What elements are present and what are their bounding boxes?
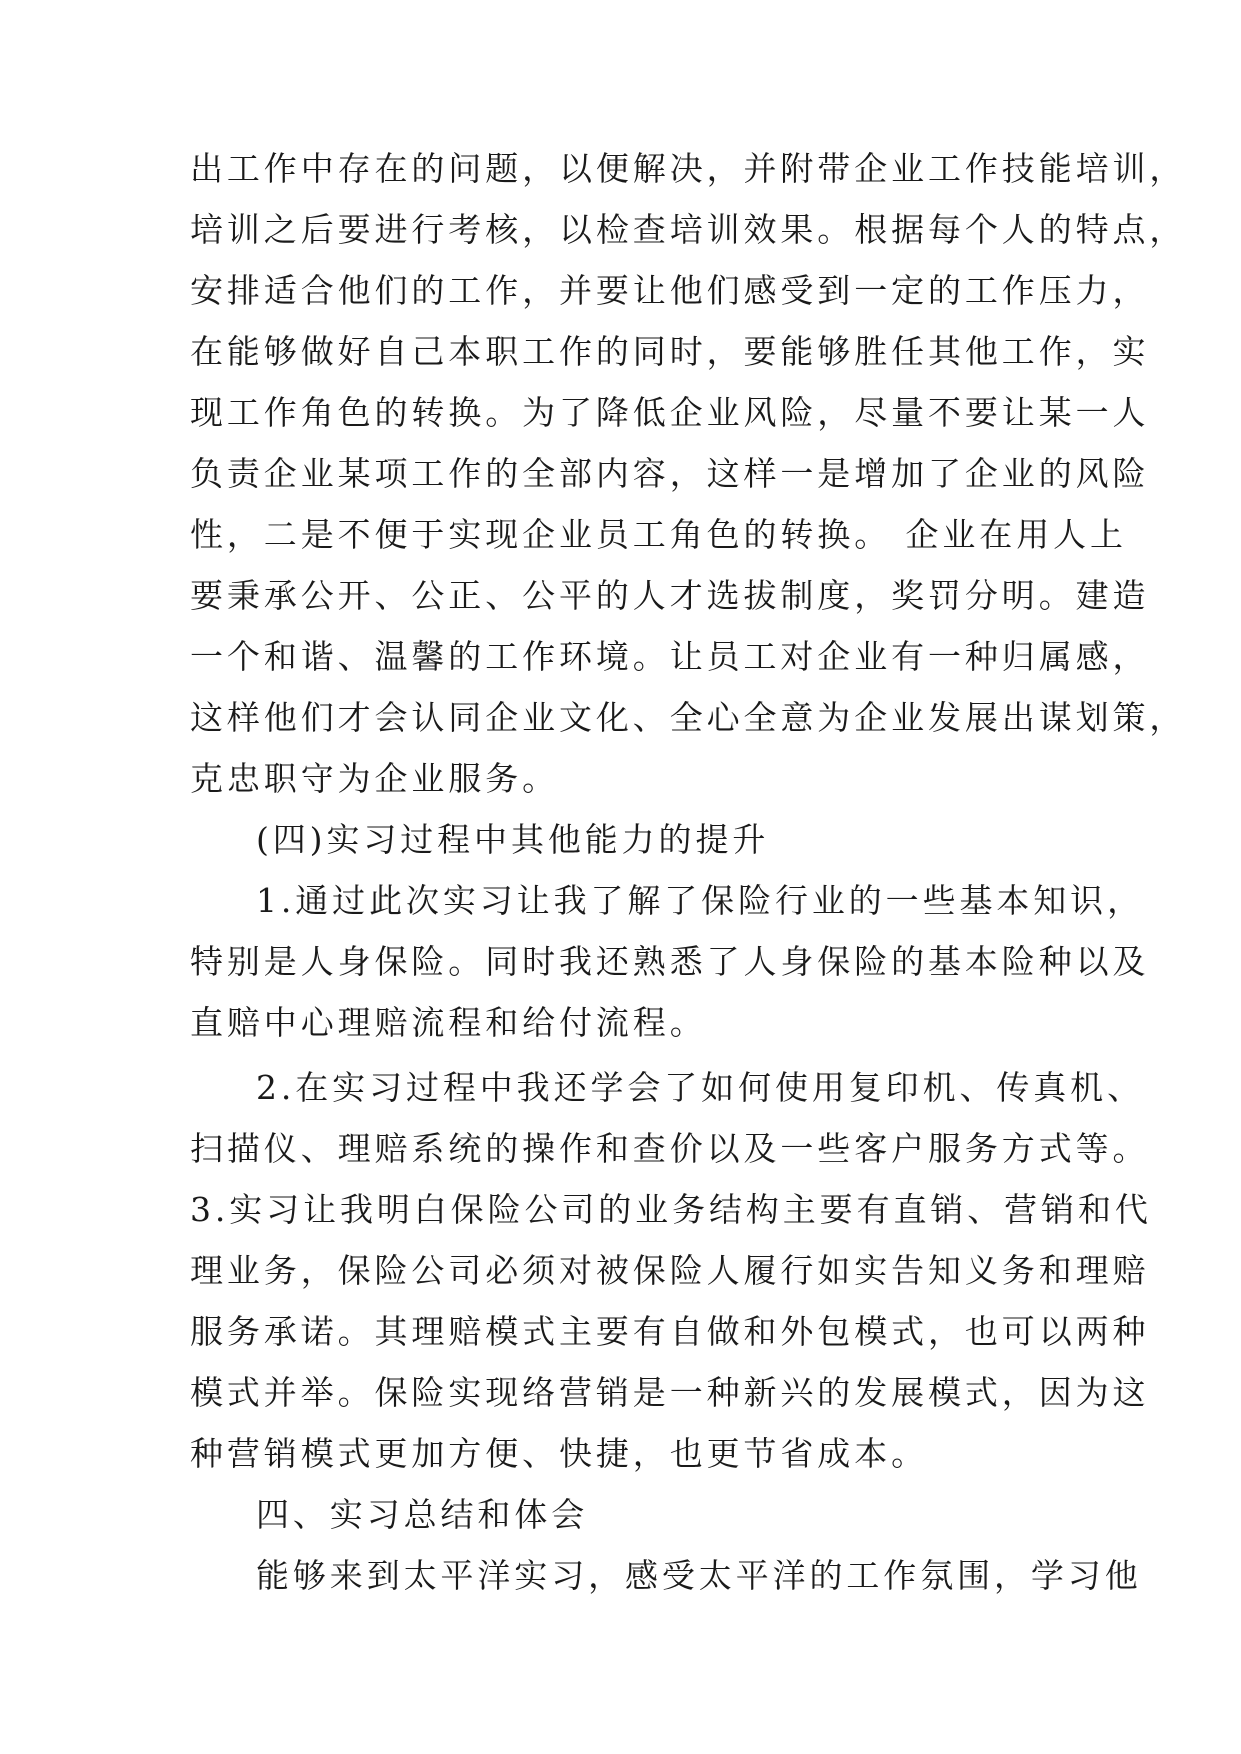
text-line: 在能够做好自己本职工作的同时，要能够胜任其他工作，实 [190, 332, 1150, 371]
section-heading: (四)实习过程中其他能力的提升 [256, 820, 770, 859]
text-line: 1.通过此次实习让我了解了保险行业的一些基本知识， [256, 881, 1144, 920]
text-line: 克忠职守为企业服务。 [190, 759, 559, 798]
section-heading: 四、实习总结和体会 [256, 1495, 589, 1534]
text-line: 能够来到太平洋实习，感受太平洋的工作氛围，学习他 [256, 1556, 1142, 1595]
text-line: 2.在实习过程中我还学会了如何使用复印机、传真机、 [256, 1068, 1144, 1107]
text-line: 这样他们才会认同企业文化、全心全意为企业发展出谋划策， [190, 698, 1187, 737]
text-line: 负责企业某项工作的全部内容，这样一是增加了企业的风险 [190, 454, 1150, 493]
text-line: 要秉承公开、公正、公平的人才选拔制度，奖罚分明。建造 [190, 576, 1150, 615]
text-line: 服务承诺。其理赔模式主要有自做和外包模式，也可以两种 [190, 1312, 1150, 1351]
text-line: 现工作角色的转换。为了降低企业风险，尽量不要让某一人 [190, 393, 1150, 432]
text-line: 模式并举。保险实现络营销是一种新兴的发展模式，因为这 [190, 1373, 1150, 1412]
text-line: 扫描仪、理赔系统的操作和查价以及一些客户服务方式等。 [190, 1129, 1150, 1168]
text-line: 培训之后要进行考核，以检查培训效果。根据每个人的特点， [190, 210, 1187, 249]
text-line: 出工作中存在的问题，以便解决，并附带企业工作技能培训， [190, 149, 1187, 188]
text-line: 理业务，保险公司必须对被保险人履行如实告知义务和理赔 [190, 1251, 1150, 1290]
text-line: 3.实习让我明白保险公司的业务结构主要有直销、营销和代 [190, 1190, 1152, 1229]
text-line: 种营销模式更加方便、快捷，也更节省成本。 [190, 1434, 928, 1473]
text-line: 直赔中心理赔流程和给付流程。 [190, 1003, 707, 1042]
text-line: 一个和谐、温馨的工作环境。让员工对企业有一种归属感， [190, 637, 1150, 676]
text-line: 性，二是不便于实现企业员工角色的转换。 企业在用人上 [190, 515, 1127, 554]
text-line: 安排适合他们的工作，并要让他们感受到一定的工作压力， [190, 271, 1150, 310]
text-line: 特别是人身保险。同时我还熟悉了人身保险的基本险种以及 [190, 942, 1150, 981]
